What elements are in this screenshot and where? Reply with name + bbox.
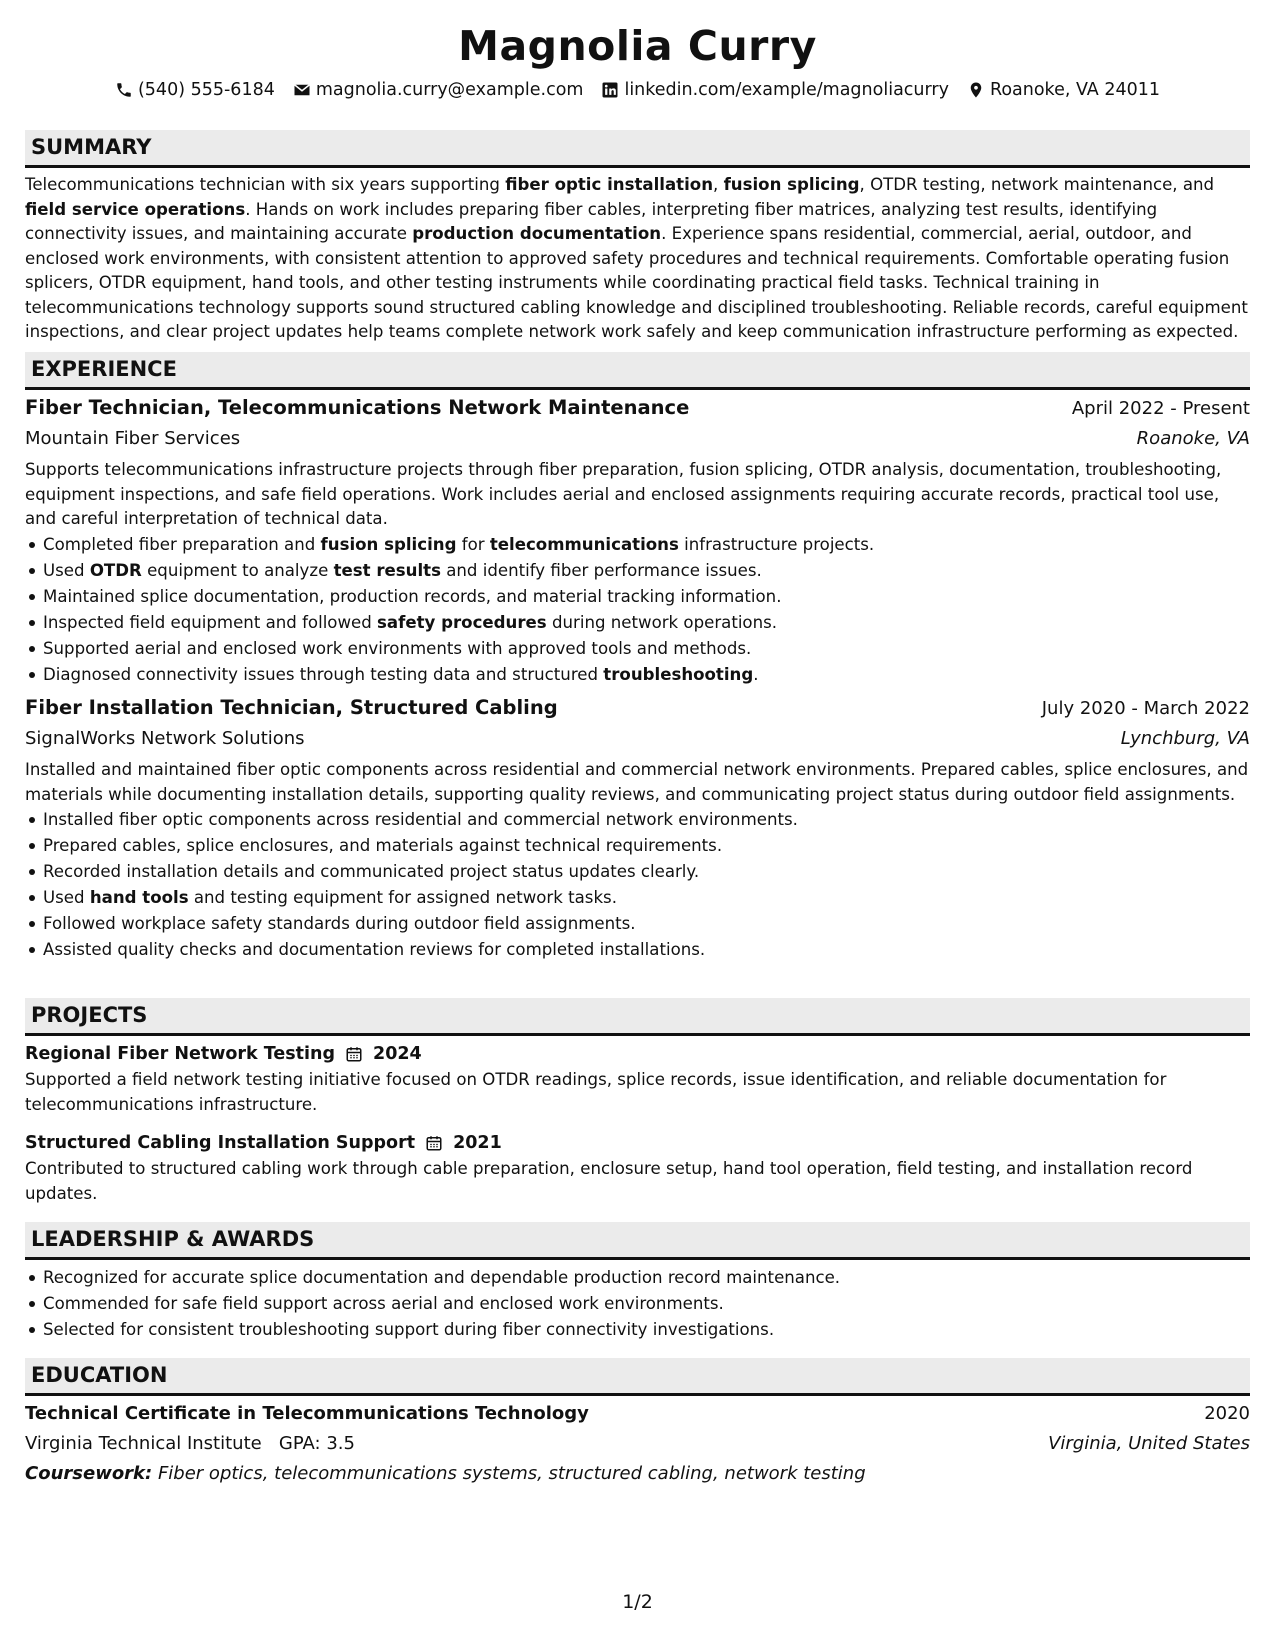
coursework: [25, 1459, 1250, 1489]
linkedin-icon: [601, 81, 619, 99]
job-location: Lynchburg, VA: [1120, 728, 1250, 749]
job-dates: July 2020 - March 2022: [1041, 698, 1250, 719]
list-item: Maintained splice documentation, production records, and material tracking information.: [25, 584, 1250, 610]
list-item: Prepared cables, splice enclosures, and materials against technical requirements.: [25, 833, 1250, 859]
project-year: 2021: [453, 1133, 502, 1153]
summary-keyword: field service operations: [25, 199, 246, 219]
job-description: Supports telecommunications infrastructure projects through fiber preparation, fusion splicing, OTDR analysis, documentation, troubleshooting, equipment inspections, and safe field operations. Work includes aerial and enclosed assignments requiring accurate records, practical tool use, and careful interpretation of technical data.: [25, 460, 1222, 528]
summary-part: ,: [713, 175, 724, 194]
contact-location: [967, 80, 1160, 100]
page-number: 1/2: [622, 1591, 653, 1613]
summary-keyword: production documentation: [412, 224, 662, 243]
project-description: Supported a field network testing initiative focused on OTDR readings, splice records, issue identification, and reliable documentation for telecommunications infrastructure.: [25, 1070, 1167, 1114]
list-item: Commended for safe field support across aerial and enclosed work environments.: [25, 1291, 1250, 1317]
summary-text: [25, 173, 1250, 345]
job-title: Fiber Installation Technician, Structured Cabling: [25, 696, 558, 719]
list-item: Recognized for accurate splice documentation and dependable production record maintenance.: [25, 1265, 1250, 1291]
awards-list: [25, 1265, 1250, 1343]
section-header-projects: PROJECTS: [25, 998, 1250, 1036]
section-header-summary: SUMMARY: [25, 130, 1250, 168]
calendar-icon: [425, 1134, 443, 1152]
list-item: Diagnosed connectivity issues through testing data and structured troubleshooting.: [25, 662, 1250, 688]
list-item: Recorded installation details and communicated project status updates clearly.: [25, 859, 1250, 885]
education-entry: [25, 1399, 1250, 1489]
job-dates: April 2022 - Present: [1071, 398, 1250, 419]
location-text: Roanoke, VA 24011: [989, 80, 1161, 100]
job-location: Roanoke, VA: [1136, 428, 1250, 449]
list-item: Used OTDR equipment to analyze test results and identify fiber performance issues.: [25, 558, 1250, 584]
project-entry-1: [25, 1040, 1250, 1117]
section-header-experience: EXPERIENCE: [25, 352, 1250, 390]
education-year: 2020: [1204, 1403, 1250, 1424]
linkedin-text: linkedin.com/example/magnoliacurry: [624, 80, 949, 100]
contact-phone[interactable]: [115, 80, 275, 100]
list-item: Followed workplace safety standards during outdoor field assignments.: [25, 911, 1250, 937]
list-item: Used hand tools and testing equipment for assigned network tasks.: [25, 885, 1250, 911]
map-pin-icon: [967, 81, 985, 99]
project-year: 2024: [373, 1044, 422, 1064]
school-info: [25, 1429, 355, 1459]
summary-keyword: fiber optic installation: [505, 175, 714, 194]
job-description: Installed and maintained fiber optic components across residential and commercial network environments. Prepared cables, splice enclosures, and materials while documenting installation details, supporting quality reviews, and communicating project status during outdoor field assignments.: [25, 760, 1249, 804]
contact-bar: [0, 80, 1275, 100]
list-item: Assisted quality checks and documentation reviews for completed installations.: [25, 937, 1250, 963]
coursework-label: Coursework:: [25, 1463, 153, 1484]
contact-email[interactable]: [293, 80, 584, 100]
coursework-list: Fiber optics, telecommunications systems, structured cabling, network testing: [152, 1463, 866, 1484]
section-header-education: EDUCATION: [25, 1358, 1250, 1396]
list-item: Supported aerial and enclosed work environments with approved tools and methods.: [25, 636, 1250, 662]
company-name: Mountain Fiber Services: [25, 428, 241, 449]
summary-keyword: fusion splicing: [723, 175, 860, 194]
envelope-icon: [293, 81, 311, 99]
job-bullets: [25, 532, 1250, 688]
list-item: Inspected field equipment and followed safety procedures during network operations.: [25, 610, 1250, 636]
contact-linkedin[interactable]: [601, 80, 949, 100]
project-title: Structured Cabling Installation Support: [25, 1133, 416, 1153]
phone-text: (540) 555-6184: [137, 80, 275, 100]
email-text: magnolia.curry@example.com: [315, 80, 584, 100]
list-item: Selected for consistent troubleshooting support during fiber connectivity investigations.: [25, 1317, 1250, 1343]
list-item: Installed fiber optic components across residential and commercial network environments.: [25, 807, 1250, 833]
phone-icon: [115, 81, 133, 99]
list-item: Completed fiber preparation and fusion splicing for telecommunications infrastructure projects.: [25, 532, 1250, 558]
project-title: Regional Fiber Network Testing: [25, 1044, 336, 1064]
summary-part: . Experience spans residential, commercial, aerial, outdoor, and enclosed work environments, with consistent attention to approved safety procedures and technical requirements. Comfortable operating fusion splicers, OTDR equipment, hand tools, and other testing instruments while coordinating practical field tasks. Technical training in telecommunications technology supports sound structured cabling knowledge and disciplined troubleshooting. Reliable records, careful equipment inspections, and clear project updates help teams complete network work safely and keep communication infrastructure performing as expected.: [25, 224, 1248, 341]
calendar-icon: [345, 1045, 363, 1063]
summary-part: , OTDR testing, network maintenance, and: [859, 175, 1215, 194]
candidate-name: Magnolia Curry: [458, 22, 817, 70]
education-location: Virginia, United States: [1048, 1433, 1250, 1454]
summary-part: . Hands on work includes preparing fiber cables, interpreting fiber matrices, analyzing test results, identifying connectivity issues, and maintaining accurate: [25, 199, 1158, 243]
job-entry-2: [25, 693, 1250, 963]
project-entry-2: [25, 1129, 1250, 1206]
gpa: GPA: 3.5: [278, 1433, 355, 1454]
company-name: SignalWorks Network Solutions: [25, 728, 305, 749]
job-title: Fiber Technician, Telecommunications Network Maintenance: [25, 396, 690, 419]
job-bullets: [25, 807, 1250, 963]
section-header-awards: LEADERSHIP & AWARDS: [25, 1222, 1250, 1260]
degree-title: Technical Certificate in Telecommunications Technology: [25, 1403, 589, 1424]
project-description: Contributed to structured cabling work through cable preparation, enclosure setup, hand tool operation, field testing, and installation record updates.: [25, 1159, 1193, 1203]
school-name: Virginia Technical Institute: [25, 1433, 262, 1454]
summary-part: Telecommunications technician with six years supporting: [25, 175, 506, 194]
job-entry-1: [25, 393, 1250, 688]
